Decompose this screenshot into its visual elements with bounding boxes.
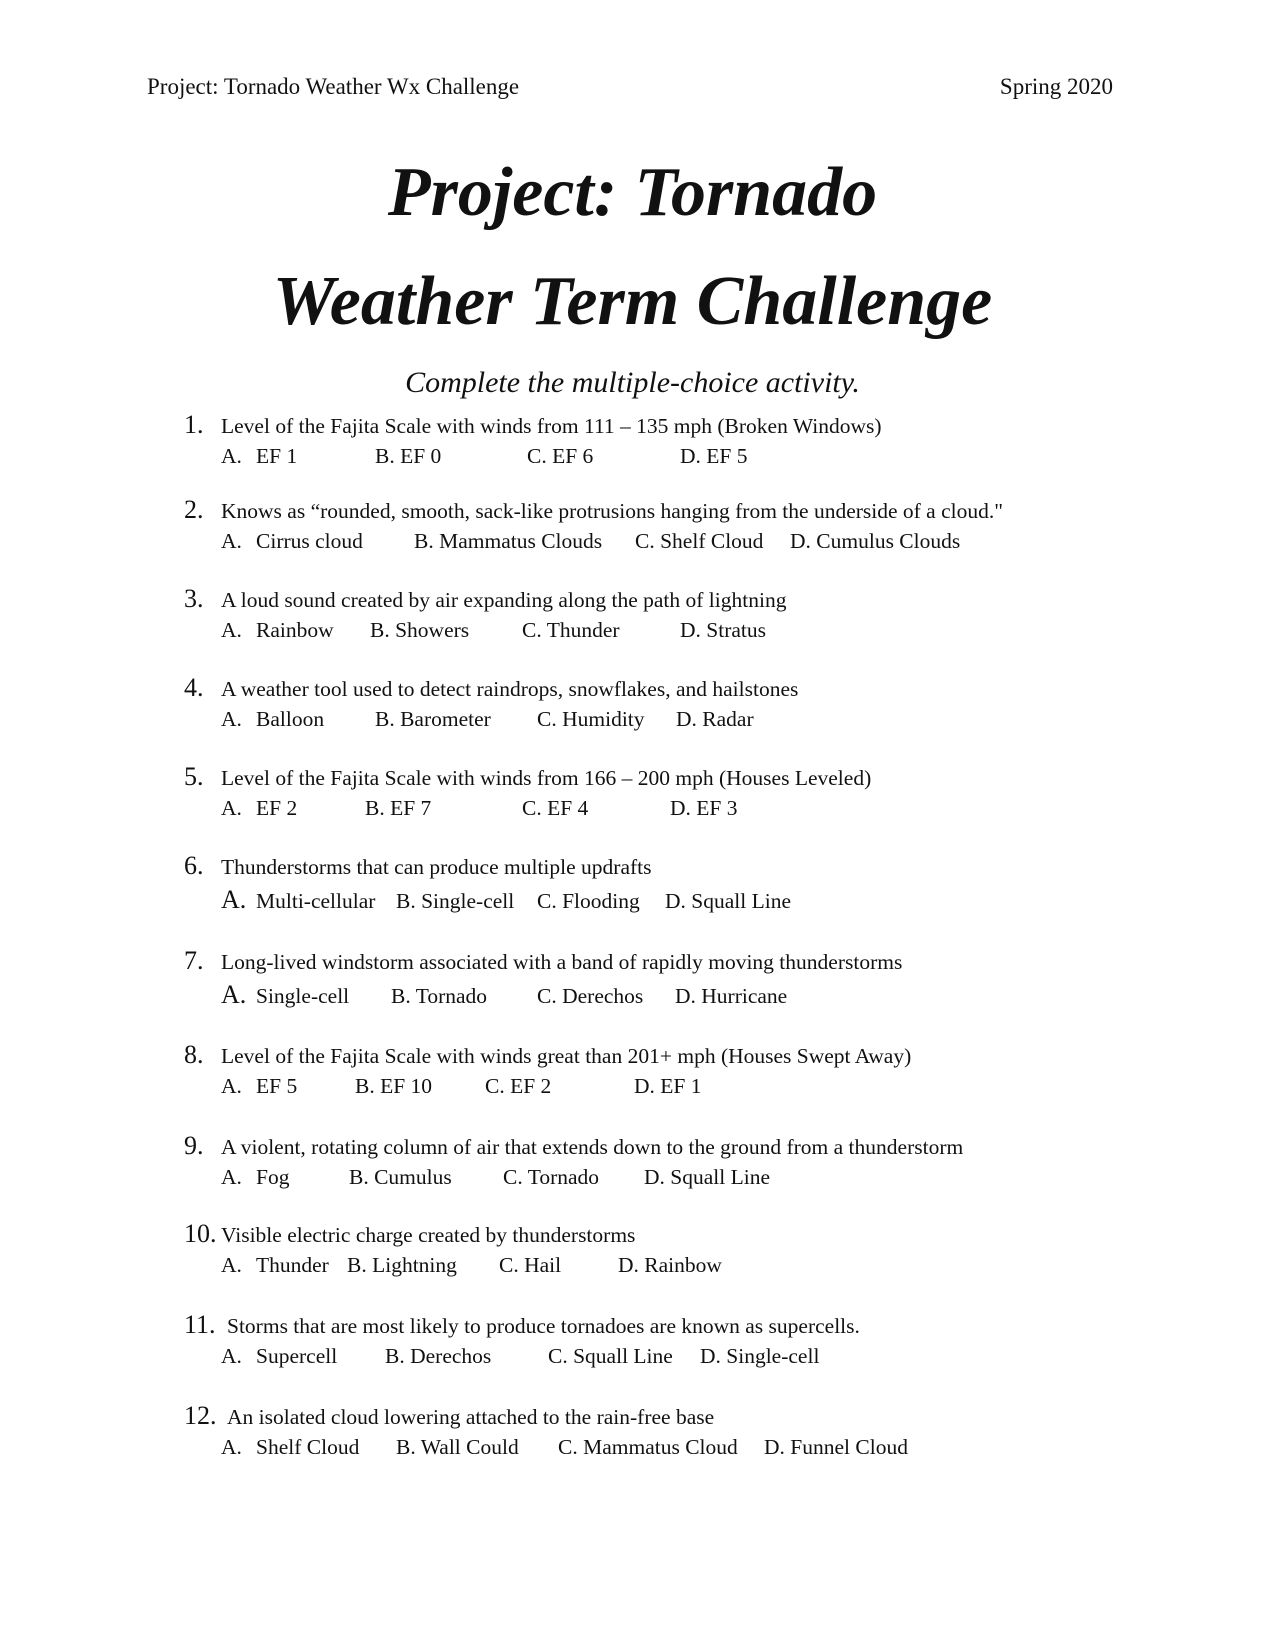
question-number: 2. (184, 495, 204, 524)
answer-options (184, 618, 1084, 646)
answer-options (184, 980, 1084, 1012)
option-d: D. Radar (676, 707, 754, 731)
answer-options (184, 1344, 1084, 1372)
question-text: Knows as “rounded, smooth, sack-like protrusions hanging from the underside of a cloud." (221, 499, 1004, 523)
option-a: EF 2 (256, 796, 298, 820)
option-d: D. EF 1 (634, 1074, 702, 1098)
question-10 (184, 1219, 1084, 1281)
option-a: Supercell (256, 1344, 338, 1368)
option-b: B. Barometer (375, 707, 491, 731)
option-b: B. Derechos (385, 1344, 492, 1368)
option-b: B. EF 10 (355, 1074, 433, 1098)
option-a-letter: A. (221, 529, 242, 553)
question-number: 12. (184, 1401, 217, 1430)
question-text: Thunderstorms that can produce multiple updrafts (221, 855, 652, 879)
question-text: An isolated cloud lowering attached to the rain-free base (227, 1405, 715, 1429)
option-d: D. Stratus (680, 618, 766, 642)
option-a-letter: A. (221, 618, 242, 642)
question-number: 9. (184, 1131, 204, 1160)
question-11 (184, 1310, 1084, 1372)
option-a-letter: A. (221, 1435, 242, 1459)
option-b: B. EF 7 (365, 796, 432, 820)
question-text: Level of the Fajita Scale with winds from 166 – 200 mph (Houses Leveled) (221, 766, 872, 790)
option-b: B. Cumulus (349, 1165, 452, 1189)
option-d: D. Squall Line (665, 889, 791, 913)
option-d: D. EF 3 (670, 796, 738, 820)
option-a-letter: A. (221, 1074, 242, 1098)
header-project-name: Project: Tornado Weather Wx Challenge (147, 74, 520, 99)
option-b: B. Showers (370, 618, 470, 642)
question-5 (184, 762, 1084, 824)
answer-options (184, 707, 1084, 735)
option-d: D. Hurricane (675, 984, 788, 1008)
option-c: C. Hail (499, 1253, 562, 1277)
header-term: Spring 2020 (999, 74, 1113, 99)
answer-options (184, 1435, 1084, 1463)
question-number: 10. (184, 1219, 217, 1248)
question-6 (184, 851, 1084, 917)
option-c: C. Derechos (537, 984, 644, 1008)
question-number: 11. (184, 1310, 216, 1339)
option-a: Thunder (256, 1253, 329, 1277)
option-c: C. Mammatus Cloud (558, 1435, 738, 1459)
option-b: B. Mammatus Clouds (414, 529, 603, 553)
question-12 (184, 1401, 1084, 1463)
question-text: Level of the Fajita Scale with winds from 111 – 135 mph (Broken Windows) (221, 414, 882, 438)
option-c: C. Tornado (503, 1165, 600, 1189)
option-a-letter: A. (221, 1253, 242, 1277)
option-a: Fog (256, 1165, 290, 1189)
title-line-1: Project: Tornado (387, 154, 878, 231)
answer-options (184, 529, 1084, 557)
option-a-letter: A. (221, 980, 247, 1009)
option-a: Rainbow (256, 618, 334, 642)
question-number: 7. (184, 946, 204, 975)
question-text: Long-lived windstorm associated with a band of rapidly moving thunderstorms (221, 950, 903, 974)
option-c: C. Flooding (537, 889, 640, 913)
question-text: A weather tool used to detect raindrops, snowflakes, and hailstones (221, 677, 799, 701)
option-a-letter: A. (221, 796, 242, 820)
answer-options (184, 1165, 1084, 1193)
option-d: D. EF 5 (680, 444, 748, 468)
question-7 (184, 946, 1084, 1012)
answer-options (184, 796, 1084, 824)
option-d: D. Single-cell (700, 1344, 820, 1368)
question-text: A violent, rotating column of air that extends down to the ground from a thunderstorm (221, 1135, 964, 1159)
option-a: EF 1 (256, 444, 298, 468)
option-a: Multi-cellular (256, 889, 376, 913)
option-a: Balloon (256, 707, 325, 731)
option-c: C. Thunder (522, 618, 620, 642)
title-line-2: Weather Term Challenge (272, 263, 993, 340)
answer-options (184, 1253, 1084, 1281)
option-b: B. Tornado (391, 984, 488, 1008)
question-4 (184, 673, 1084, 735)
answer-options (184, 444, 1084, 472)
option-a-letter: A. (221, 885, 247, 914)
option-d: D. Rainbow (618, 1253, 722, 1277)
option-d: D. Funnel Cloud (764, 1435, 908, 1459)
option-a: Cirrus cloud (256, 529, 363, 553)
question-text: Storms that are most likely to produce tornadoes are known as supercells. (227, 1314, 860, 1338)
option-c: C. Squall Line (548, 1344, 673, 1368)
question-number: 3. (184, 584, 204, 613)
option-a-letter: A. (221, 1165, 242, 1189)
option-b: B. Wall Could (396, 1435, 519, 1459)
question-2 (184, 495, 1084, 557)
answer-options (184, 1074, 1084, 1102)
option-a-letter: A. (221, 444, 242, 468)
option-b: B. EF 0 (375, 444, 442, 468)
option-a-letter: A. (221, 707, 242, 731)
option-c: C. EF 4 (522, 796, 589, 820)
question-number: 8. (184, 1040, 204, 1069)
option-a-letter: A. (221, 1344, 242, 1368)
option-c: C. EF 2 (485, 1074, 552, 1098)
option-d: D. Cumulus Clouds (790, 529, 961, 553)
question-9 (184, 1131, 1084, 1193)
option-a: Single-cell (256, 984, 350, 1008)
option-a: Shelf Cloud (256, 1435, 360, 1459)
answer-options (184, 885, 1084, 917)
question-number: 5. (184, 762, 204, 791)
option-a: EF 5 (256, 1074, 298, 1098)
question-number: 1. (184, 410, 204, 439)
option-b: B. Lightning (347, 1253, 457, 1277)
option-c: C. Shelf Cloud (635, 529, 764, 553)
question-8 (184, 1040, 1084, 1102)
option-b: B. Single-cell (396, 889, 515, 913)
option-c: C. EF 6 (527, 444, 594, 468)
question-text: Level of the Fajita Scale with winds great than 201+ mph (Houses Swept Away) (221, 1044, 912, 1068)
question-text: Visible electric charge created by thunderstorms (221, 1223, 636, 1247)
question-3 (184, 584, 1084, 646)
question-number: 4. (184, 673, 204, 702)
instructions: Complete the multiple-choice activity. (405, 366, 860, 399)
question-1 (184, 410, 1084, 472)
option-d: D. Squall Line (644, 1165, 770, 1189)
option-c: C. Humidity (537, 707, 645, 731)
question-text: A loud sound created by air expanding along the path of lightning (221, 588, 787, 612)
question-number: 6. (184, 851, 204, 880)
